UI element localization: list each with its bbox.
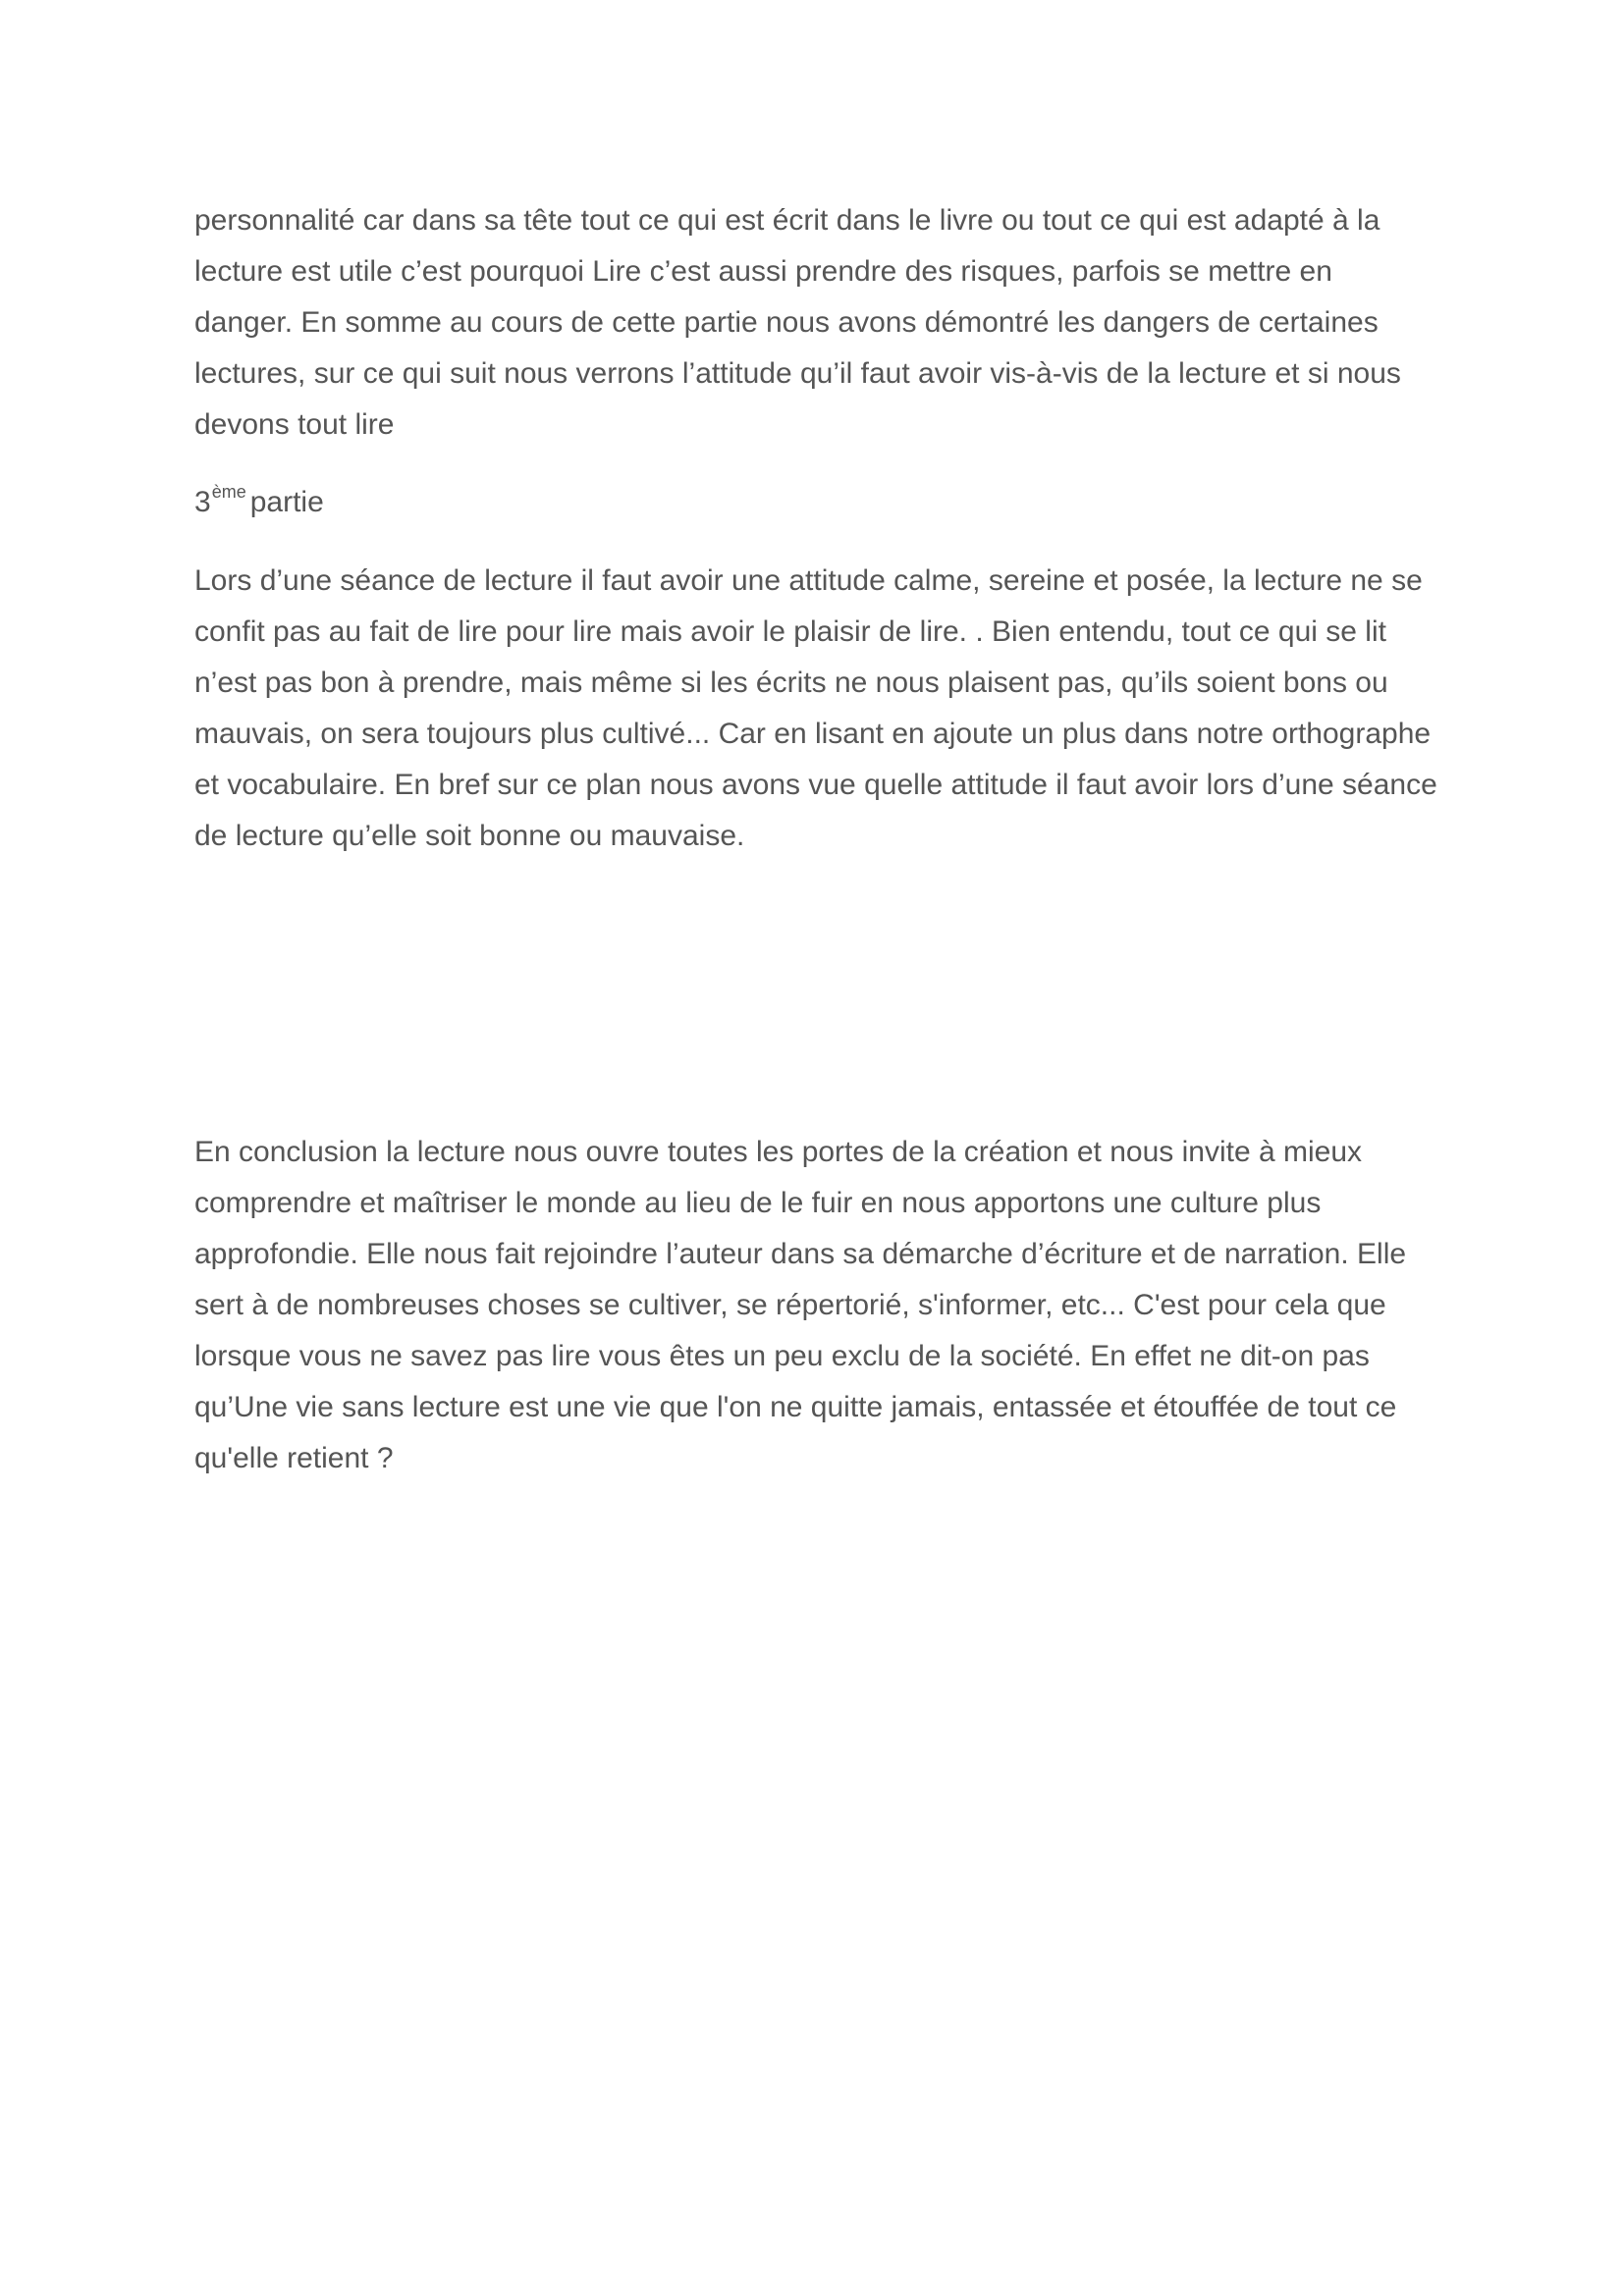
text-line: n’est pas bon à prendre, mais même si les écrits ne nous plaisent pas, qu’ils soient bons ou bbox=[194, 667, 1388, 699]
text-line: En conclusion la lecture nous ouvre toutes les portes de la création et nous invite à mieux bbox=[194, 1136, 1363, 1168]
text-line: danger. En somme au cours de cette partie nous avons démontré les dangers de certaines bbox=[194, 306, 1379, 339]
text-line: confit pas au fait de lire pour lire mais avoir le plaisir de lire. . Bien entendu, tout ce qui se lit bbox=[194, 615, 1386, 648]
text-line: personnalité car dans sa tête tout ce qui est écrit dans le livre ou tout ce qui est adapté à la bbox=[194, 204, 1380, 237]
text-line: approfondie. Elle nous fait rejoindre l’auteur dans sa démarche d’écriture et de narration. Elle bbox=[194, 1238, 1407, 1270]
text-line: qu'elle retient ? bbox=[194, 1442, 394, 1474]
text-line: comprendre et maîtriser le monde au lieu de le fuir en nous apportons une culture plus bbox=[194, 1187, 1322, 1219]
text-line: lorsque vous ne savez pas lire vous êtes un peu exclu de la société. En effet ne dit-on pas bbox=[194, 1340, 1370, 1372]
section-heading-label: partie bbox=[249, 486, 324, 518]
text-line: devons tout lire bbox=[194, 408, 395, 441]
paragraph-conclusion bbox=[194, 1127, 1461, 1484]
section-heading bbox=[194, 477, 324, 531]
text-line: et vocabulaire. En bref sur ce plan nous avons vue quelle attitude il faut avoir lors d’une séance bbox=[194, 769, 1437, 801]
text-line: sert à de nombreuses choses se cultiver, se répertorié, s'informer, etc... C'est pour cela que bbox=[194, 1289, 1386, 1321]
paragraph-personnalite bbox=[194, 195, 1461, 451]
text-line: lectures, sur ce qui suit nous verrons l’attitude qu’il faut avoir vis-à-vis de la lecture et si nous bbox=[194, 357, 1401, 390]
paragraph-attitude bbox=[194, 556, 1461, 862]
text-line: qu’Une vie sans lecture est une vie que l'on ne quitte jamais, entassée et étouffée de tout ce bbox=[194, 1391, 1397, 1423]
section-heading-superscript: ème bbox=[211, 482, 246, 502]
text-line: lecture est utile c’est pourquoi Lire c’est aussi prendre des risques, parfois se mettre en bbox=[194, 255, 1332, 288]
text-line: mauvais, on sera toujours plus cultivé... Car en lisant en ajoute un plus dans notre orthographe bbox=[194, 718, 1432, 750]
text-line: de lecture qu’elle soit bonne ou mauvaise. bbox=[194, 820, 745, 852]
section-heading-number: 3 bbox=[194, 486, 211, 518]
text-line: Lors d’une séance de lecture il faut avoir une attitude calme, sereine et posée, la lecture ne se bbox=[194, 564, 1423, 597]
